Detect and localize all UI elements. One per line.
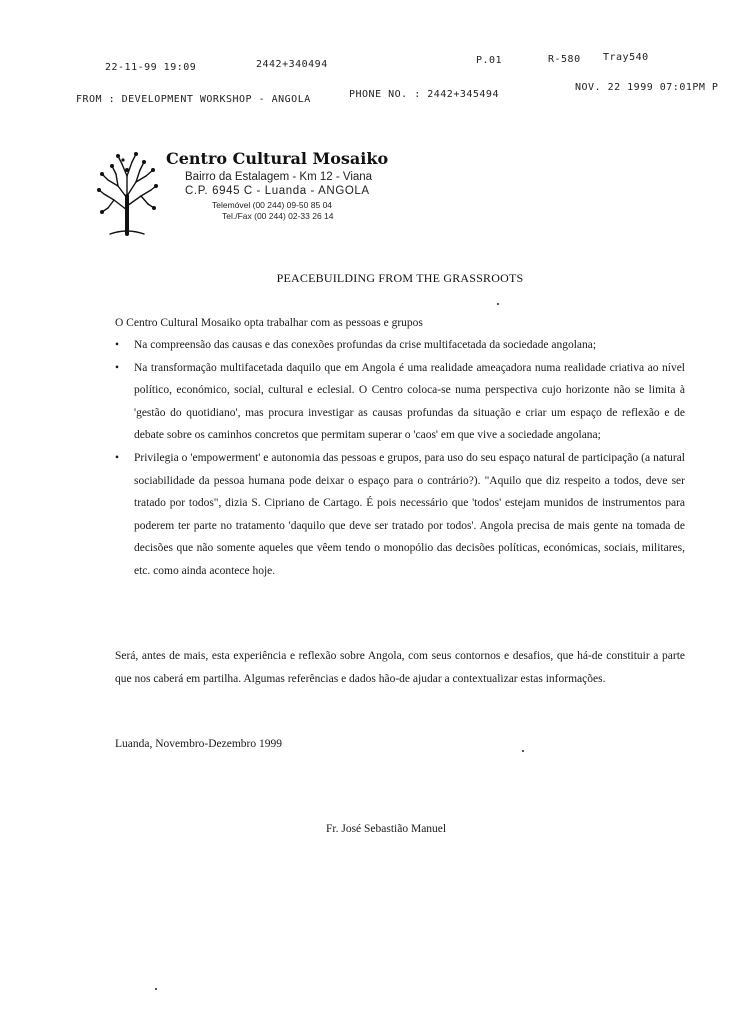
fax-date-time: 22-11-99 19:09 bbox=[105, 62, 197, 73]
scan-speck bbox=[497, 303, 499, 305]
address-line-1: Bairro da Estalagem - Km 12 - Viana bbox=[185, 171, 373, 183]
tree-icon bbox=[96, 150, 158, 236]
address-line-2: C.P. 6945 C - Luanda - ANGOLA bbox=[185, 185, 370, 197]
fax-line: Tel./Fax (00 244) 02-33 26 14 bbox=[222, 211, 334, 221]
phone-line: Telemóvel (00 244) 09-50 85 04 bbox=[212, 200, 333, 210]
signature: Fr. José Sebastião Manuel bbox=[326, 823, 447, 835]
fax-r-code: R-580 bbox=[548, 54, 581, 65]
intro-paragraph: O Centro Cultural Mosaiko opta trabalhar com as pessoas e grupos bbox=[115, 317, 423, 329]
fax-page-number: P.01 bbox=[476, 55, 503, 66]
bullet-list bbox=[115, 334, 685, 583]
bullet-icon: • bbox=[115, 361, 120, 374]
bullet-icon: • bbox=[115, 451, 120, 464]
list-item bbox=[115, 357, 685, 447]
closing-paragraph: Será, antes de mais, esta experiência e reflexão sobre Angola, com seus contornos e desafios, que há-de constituir a parte que nos caberá em partilha. Algumas referências e dados hão-de ajudar a contextualizar estas informações. bbox=[115, 650, 685, 685]
organization-name: Centro Cultural Mosaiko bbox=[166, 149, 389, 168]
fax-sender-number: 2442+340494 bbox=[256, 59, 328, 70]
list-item bbox=[115, 334, 685, 357]
scan-speck bbox=[522, 750, 524, 752]
fax-from-line: FROM : DEVELOPMENT WORKSHOP - ANGOLA bbox=[76, 94, 311, 105]
list-item bbox=[115, 447, 685, 583]
list-item-text: Privilegia o 'empowerment' e autonomia das pessoas e grupos, para uso do seu espaço natural de participação (a natural sociabilidade da pessoa humana pode deixar o espaço para o contrário?). "Aquilo que diz respeito a todos, deve ser tratado por todos", dizia S. Cipriano de Cartago. É pois necessário que 'todos' estejam munidos de instrumentos para poderem ter parte no tratamento 'daquilo que deve ser tratado por todos'. Angola precisa de mais gente na tomada de decisões que não somente aqueles que vêem tendo o monopólio das decisões políticas, económicas, sociais, militares, etc. como ainda acontece hoje. bbox=[134, 451, 685, 577]
fax-job-id: Tray540 bbox=[603, 52, 649, 63]
list-item-text: Na transformação multifacetada daquilo que em Angola é uma realidade ameaçadora numa realidade criativa ao nível político, económico, social, cultural e eclesial. O Centro coloca-se numa perspectiva cujo horizonte não se limita à 'gestão do quotidiano', mas procura investigar as causas profundas da situação e criar um espaço de reflexão e de debate sobre os caminhos concretos que permitam superar o 'caos' em que vive a sociedade angolana; bbox=[134, 361, 685, 442]
scan-speck bbox=[155, 988, 157, 990]
document-title: PEACEBUILDING FROM THE GRASSROOTS bbox=[276, 271, 524, 285]
fax-received-stamp: NOV. 22 1999 07:01PM P bbox=[575, 82, 719, 93]
list-item-text: Na compreensão das causas e das conexões profundas da crise multifacetada da sociedade angolana; bbox=[134, 339, 597, 351]
fax-phone-line: PHONE NO. : 2442+345494 bbox=[349, 89, 499, 100]
bullet-icon: • bbox=[115, 339, 120, 351]
place-and-date: Luanda, Novembro-Dezembro 1999 bbox=[115, 738, 283, 750]
